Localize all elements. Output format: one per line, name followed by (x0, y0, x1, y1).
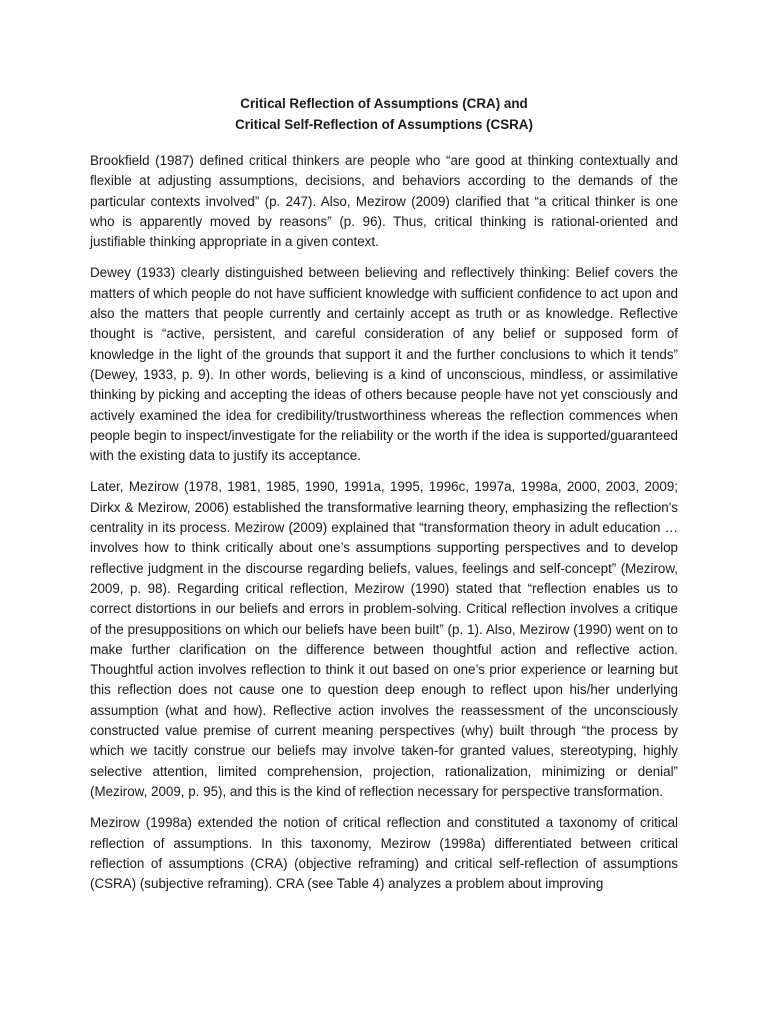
paragraph-dewey: Dewey (1933) clearly distinguished between believing and reflectively thinking: Belief covers the matters of which people do not have sufficient knowledge with sufficient confidence to act upon and also the matters that people currently and certainly accept as truth or as knowledge. Reflective thought is “active, persistent, and careful consideration of any belief or supposed form of knowledge in the light of the grounds that support it and the further conclusions to which it tends” (Dewey, 1933, p. 9). In other words, believing is a kind of unconscious, mindless, or assimilative thinking by picking and accepting the ideas of others because people have not yet consciously and actively examined the idea for credibility/trustworthiness whereas the reflection commences when people begin to inspect/investigate for the reliability or the worth if the idea is supported/guaranteed with the existing data to justify its acceptance. (90, 265, 678, 464)
title-line-2: Critical Self-Reflection of Assumptions (CSRA) (235, 117, 533, 132)
title-line-1: Critical Reflection of Assumptions (CRA) and (240, 96, 528, 111)
paragraph-mezirow-transformative: Later, Mezirow (1978, 1981, 1985, 1990, 1991a, 1995, 1996c, 1997a, 1998a, 2000, 2003, 2009; Dirkx & Mezirow, 2006) established the transformative learning theory, emphasizing the reflection's centrality in its process. Mezirow (2009) explained that “transformation theory in adult education … involves how to think critically about one’s assumptions supporting perspectives and to develop reflective judgment in the discourse regarding beliefs, values, feelings and self-concept” (Mezirow, 2009, p. 98). Regarding critical reflection, Mezirow (1990) stated that “reflection enables us to correct distortions in our beliefs and errors in problem-solving. Critical reflection involves a critique of the presuppositions on which our beliefs have been built” (p. 1). Also, Mezirow (1990) went on to make further clarification on the difference between thoughtful action and reflective action. Thoughtful action involves reflection to think it out based on one’s prior experience or learning but this reflection does not cause one to question deep enough to reflect upon his/her underlying assumption (what and how). Reflective action involves the reassessment of the unconsciously constructed value premise of current meaning perspectives (why) built through “the process by which we tacitly construe our beliefs may involve taken-for granted values, stereotyping, highly selective attention, limited comprehension, projection, rationalization, minimizing or denial” (Mezirow, 2009, p. 95), and this is the kind of reflection necessary for perspective transformation. (90, 479, 678, 799)
paragraph-brookfield: Brookfield (1987) defined critical thinkers are people who “are good at thinking contextually and flexible at adjusting assumptions, decisions, and behaviors according to the demands of the particular contexts involved” (p. 247). Also, Mezirow (2009) clarified that “a critical thinker is one who is apparently moved by reasons” (p. 96). Thus, critical thinking is rational-oriented and justifiable thinking appropriate in a given context. (90, 153, 678, 250)
document-title (90, 93, 678, 135)
document-body (90, 151, 678, 905)
paragraph-mezirow-taxonomy: Mezirow (1998a) extended the notion of critical reflection and constituted a taxonomy of critical reflection of assumptions. In this taxonomy, Mezirow (1998a) differentiated between critical reflection of assumptions (CRA) (objective reframing) and critical self-reflection of assumptions (CSRA) (subjective reframing). CRA (see Table 4) analyzes a problem about improving (90, 815, 678, 892)
